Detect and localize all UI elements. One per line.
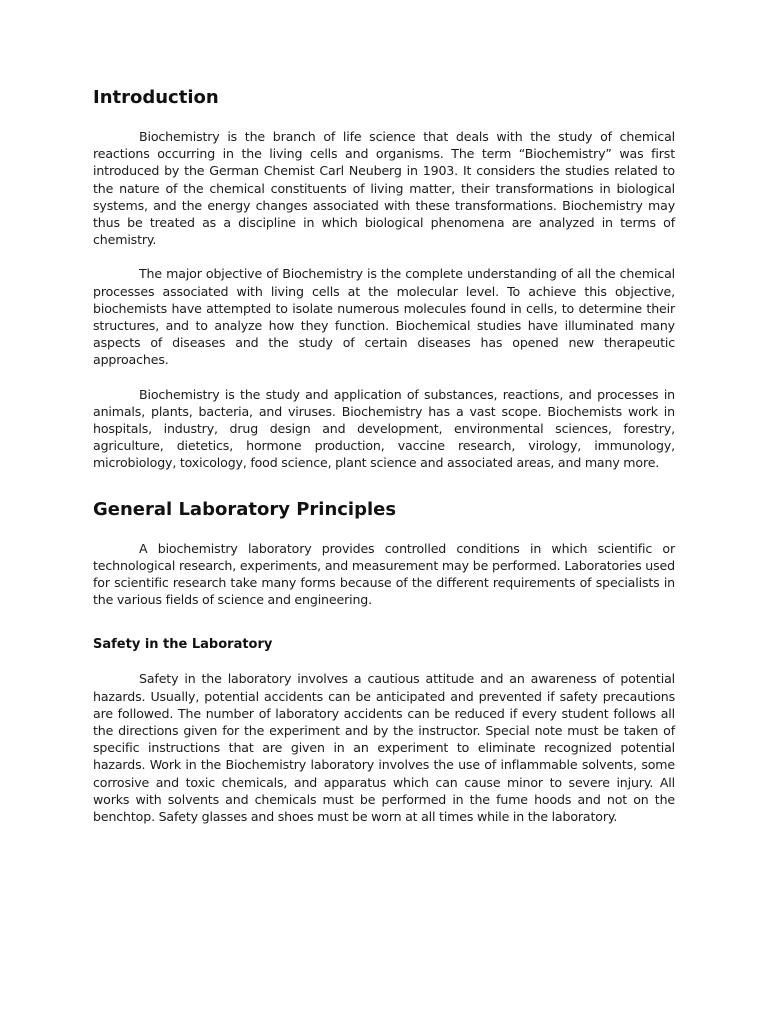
introduction-paragraph-2: The major objective of Biochemistry is the complete understanding of all the chemical processes associated with living cells at the molecular level. To achieve this objective, biochemists have attempted to isolate numerous molecules found in cells, to determine their structures, and to analyze how they function. Biochemical studies have illuminated many aspects of diseases and the study of certain diseases has opened new therapeutic approaches. xyxy=(93,266,675,368)
general-lab-heading: General Laboratory Principles xyxy=(93,498,397,520)
introduction-paragraph-3: Biochemistry is the study and application of substances, reactions, and processes in animals, plants, bacteria, and viruses. Biochemistry has a vast scope. Biochemists work in hospitals, industry, drug design and development, environmental sciences, forestry, agriculture, dietetics, hormone production, vaccine research, virology, immunology, microbiology, toxicology, food science, plant science and associated areas, and many more. xyxy=(93,386,675,471)
general-lab-paragraph-1: A biochemistry laboratory provides controlled conditions in which scientific or technological research, experiments, and measurement may be performed. Laboratories used for scientific research take many forms because of the different requirements of specialists in the various fields of science and engineering. xyxy=(93,540,675,608)
introduction-heading: Introduction xyxy=(93,87,219,108)
safety-heading: Safety in the Laboratory xyxy=(93,637,273,653)
safety-paragraph-1: Safety in the laboratory involves a cautious attitude and an awareness of potential hazards. Usually, potential accidents can be anticipated and prevented if safety precautions are followed. The number of laboratory accidents can be reduced if every student follows all the directions given for the experiment and by the instructor. Special note must be taken of specific instructions that are given in an experiment to eliminate recognized potential hazards. Work in the Biochemistry laboratory involves the use of inflammable solvents, some corrosive and toxic chemicals, and apparatus which can cause minor to severe injury. All works with solvents and chemicals must be performed in the fume hoods and not on the benchtop. Safety glasses and shoes must be worn at all times while in the laboratory. xyxy=(93,671,675,825)
introduction-paragraph-1: Biochemistry is the branch of life science that deals with the study of chemical reactions occurring in the living cells and organisms. The term “Biochemistry” was first introduced by the German Chemist Carl Neuberg in 1903. It considers the studies related to the nature of the chemical constituents of living matter, their transformations in biological systems, and the energy changes associated with these transformations. Biochemistry may thus be treated as a discipline in which biological phenomena are analyzed in terms of chemistry. xyxy=(93,129,675,248)
document-page xyxy=(93,86,675,842)
